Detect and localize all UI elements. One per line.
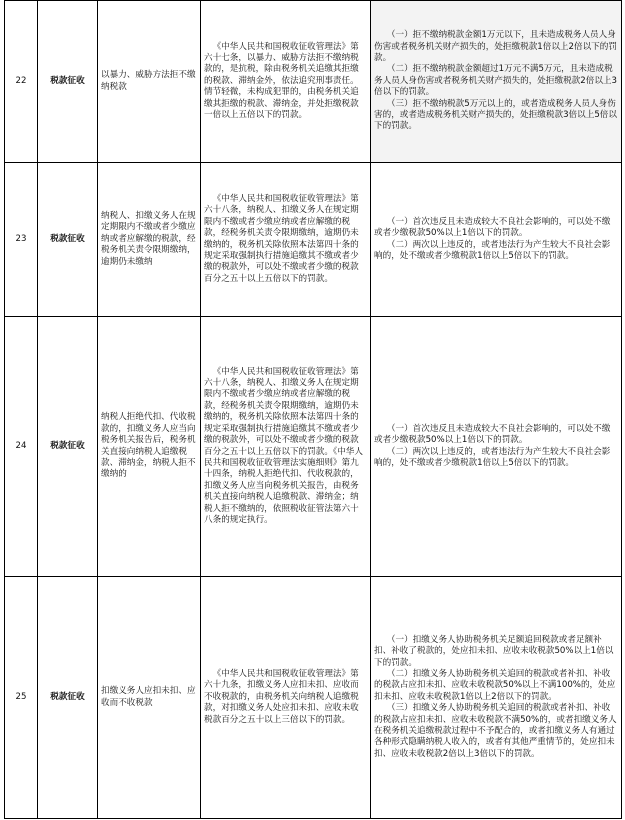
legal-basis-cell: 《中华人民共和国税收征收管理法》第六十七条，以暴力、威胁方法拒不缴纳税款的，是抗税，除由税务机关追缴其拒缴的税款、滞纳金外，依法追究刑事责任。情节轻微，未构成犯罪的，由税务机关追缴其拒缴的税款、滞纳金，并处拒缴税款一倍以上五倍以下的罚款。 [201, 1, 371, 163]
penalty-item: （二）扣缴义务人协助税务机关追回的税款或者补扣、补收的税款占应扣未扣、应收未收税款50%以上不满100%的，处应扣未扣、应收未收税款1倍以上2倍以下的罚款。 [374, 668, 616, 702]
legal-basis-cell: 《中华人民共和国税收征收管理法》第六十九条，扣缴义务人应扣未扣、应收而不收税款的，由税务机关向纳税人追缴税款，对扣缴义务人处应扣未扣、应收未收税款百分之五十以上三倍以下的罚款。 [201, 577, 371, 819]
penalty-cell [371, 1, 622, 163]
penalty-item: （一）首次违反且未造成较大不良社会影响的，可以处不缴或者少缴税款50%以上1倍以下的罚款。 [374, 216, 611, 239]
category-cell: 税款征收 [38, 317, 98, 577]
legal-basis-cell: 《中华人民共和国税收征收管理法》第六十八条，纳税人、扣缴义务人在规定期限内不缴或者少缴应纳或者应解缴的税款，经税务机关责令限期缴纳，逾期仍未缴纳的，税务机关除依照本法第四十条的规定采取强制执行措施追缴其不缴或者少缴的税款外，可以处不缴或者少缴的税款百分之五十以上五倍以下的罚款。《中华人民共和国税收征收管理法实施细则》第九十四条，纳税人拒绝代扣、代收税款的，扣缴义务人应当向税务机关报告，由税务机关直接向纳税人追缴税款、滞纳金；纳税人拒不缴纳的，依照税收征管法第六十八条的规定执行。 [201, 317, 371, 577]
penalty-cell [371, 317, 622, 577]
row-number: 23 [5, 163, 38, 317]
category-cell: 税款征收 [38, 163, 98, 317]
penalty-cell [371, 163, 622, 317]
table-row [5, 163, 622, 317]
penalty-item: （三）扣缴义务人协助税务机关追回的税款或者补扣、补收的税款占应扣未扣、应收未收税款不满50%的，或者扣缴义务人在税务机关追缴税款过程中不予配合的，或者扣缴义务人有通过各种形式隐瞒纳税人收入的，或者有其他严重情节的，处应扣未扣、应收未收税款2倍以上3倍以下的罚款。 [374, 703, 617, 759]
penalty-standard-table [4, 0, 622, 819]
penalty-item: （一）拒不缴纳税款金额1万元以下，且未造成税务人员人身伤害或者税务机关财产损失的，处拒缴税款1倍以上2倍以下的罚款。 [374, 30, 617, 63]
table-row [5, 577, 622, 819]
penalty-item: （一）首次违反且未造成较大不良社会影响的，可以处不缴或者少缴税款50%以上1倍以下的罚款。 [374, 423, 611, 446]
violation-cell: 纳税人、扣缴义务人在规定期限内不缴或者少缴应纳或者应解缴的税款，经税务机关责令限期缴纳，逾期仍未缴纳 [98, 163, 201, 317]
penalty-cell [371, 577, 622, 819]
penalty-item: （二）两次以上违反的，或者违法行为产生较大不良社会影响的，处不缴或者少缴税款1倍以上5倍以下的罚款。 [374, 239, 611, 261]
category-cell: 税款征收 [38, 577, 98, 819]
row-number: 22 [5, 1, 38, 163]
penalty-item: （一）扣缴义务人协助税务机关足额追回税款或者足额补扣、补收了税款的，处应扣未扣、应收未收税款50%以上1倍以下的罚款。 [374, 634, 614, 668]
row-number: 25 [5, 577, 38, 819]
violation-cell: 纳税人拒绝代扣、代收税款的，扣缴义务人应当向税务机关报告后，税务机关直接向纳税人追缴税款、滞纳金，纳税人拒不缴纳的 [98, 317, 201, 577]
violation-cell: 以暴力、威胁方法拒不缴纳税款 [98, 1, 201, 163]
legal-basis-cell: 《中华人民共和国税收征收管理法》第六十八条，纳税人、扣缴义务人在规定期限内不缴或者少缴应纳或者应解缴的税款，经税务机关责令限期缴纳，逾期仍未缴纳的，税务机关除依照本法第四十条的规定采取强制执行措施追缴其不缴或者少缴的税款外，可以处不缴或者少缴的税款百分之五十以上五倍以下的罚款。 [201, 163, 371, 317]
violation-cell: 扣缴义务人应扣未扣、应收而不收税款 [98, 577, 201, 819]
penalty-item: （三）拒不缴纳税款5万元以上的，或者造成税务人员人身伤害的，或者造成税务机关财产损失的，处拒缴税款3倍以上5倍以下的罚款。 [374, 98, 617, 132]
penalty-item: （二）两次以上违反的，或者违法行为产生较大不良社会影响的，处不缴或者少缴税款1倍以上5倍以下的罚款。 [374, 446, 611, 468]
penalty-item: （二）拒不缴纳税款金额超过1万元不满5万元，且未造成税务人员人身伤害或者税务机关财产损失的，处拒缴税款2倍以上3倍以下的罚款。 [374, 64, 617, 98]
table-row [5, 1, 622, 163]
category-cell: 税款征收 [38, 1, 98, 163]
row-number: 24 [5, 317, 38, 577]
table-row [5, 317, 622, 577]
